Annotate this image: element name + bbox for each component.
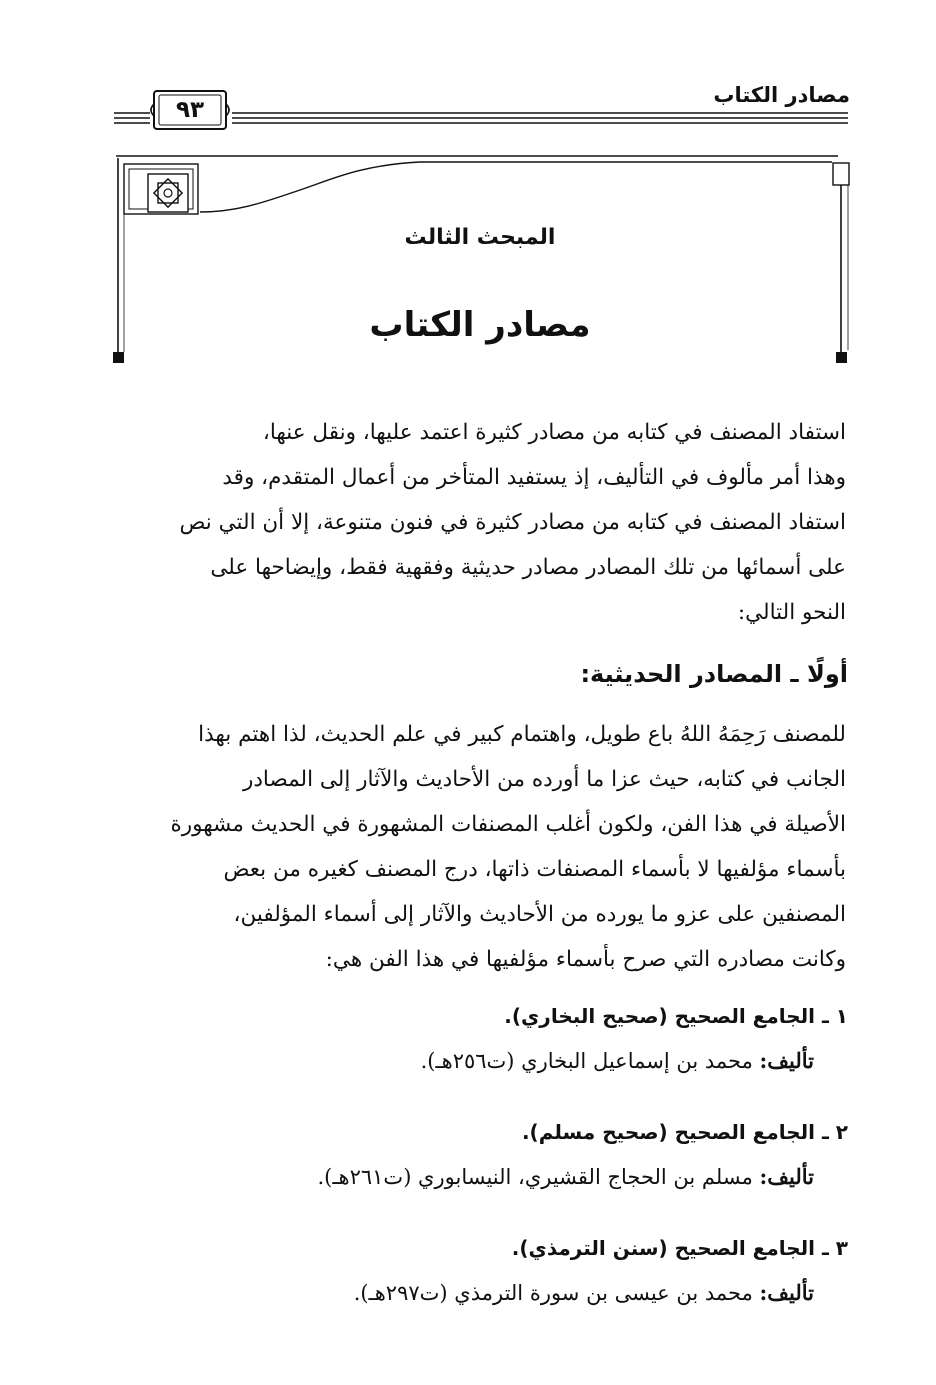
text-line: النحو التالي: bbox=[737, 600, 846, 625]
section-heading: أولًا ـ المصادر الحديثية: bbox=[580, 660, 848, 688]
intro-paragraph bbox=[114, 410, 846, 635]
text-line: وهذا أمر مألوف في التأليف، إذ يستفيد المتأخر من أعمال المتقدم، وقد bbox=[222, 465, 846, 490]
chapter-frame bbox=[0, 150, 936, 380]
header-ornament bbox=[0, 0, 936, 160]
author-label: تأليف: bbox=[759, 1048, 814, 1073]
text-line: للمصنف رَحِمَهُ اللهُ باع طويل، واهتمام كبير في علم الحديث، لذا اهتم بهذا bbox=[198, 722, 846, 747]
section-label: المبحث الثالث bbox=[404, 225, 556, 250]
text-line: وكانت مصادره التي صرح بأسماء مؤلفيها في هذا الفن هي: bbox=[325, 947, 846, 972]
source-author bbox=[154, 1164, 814, 1189]
author-name: مسلم بن الحجاج القشيري، النيسابوري (ت٢٦١هـ). bbox=[317, 1165, 753, 1189]
source-title: ٣ ـ الجامع الصحيح (سنن الترمذي). bbox=[511, 1236, 848, 1260]
text-line: الجانب في كتابه، حيث عزا ما أورده من الأحاديث والآثار إلى المصادر bbox=[242, 767, 846, 792]
text-line: استفاد المصنف في كتابه من مصادر كثيرة في فنون متنوعة، إلا أن التي نص bbox=[179, 510, 846, 535]
chapter-title: مصادر الكتاب bbox=[369, 305, 591, 345]
author-name: محمد بن عيسى بن سورة الترمذي (ت٢٩٧هـ). bbox=[353, 1281, 753, 1305]
text-line: استفاد المصنف في كتابه من مصادر كثيرة اعتمد عليها، ونقل عنها، bbox=[262, 420, 846, 445]
source-title: ٢ ـ الجامع الصحيح (صحيح مسلم). bbox=[521, 1120, 848, 1144]
text-line: على أسمائها من تلك المصادر مصادر حديثية وفقهية فقط، وإيضاحها على bbox=[210, 555, 846, 580]
text-line: بأسماء مؤلفيها لا بأسماء المصنفات ذاتها، درج المصنف كغيره من بعض bbox=[223, 857, 846, 882]
author-label: تأليف: bbox=[759, 1164, 814, 1189]
text-line: الأصيلة في هذا الفن، ولكون أغلب المصنفات المشهورة في الحديث مشهورة bbox=[170, 812, 846, 837]
page-number: ٩٣ bbox=[175, 97, 205, 123]
section-paragraph bbox=[114, 712, 846, 982]
source-author bbox=[154, 1048, 814, 1073]
author-name: محمد بن إسماعيل البخاري (ت٢٥٦هـ). bbox=[420, 1049, 753, 1073]
text-line: المصنفين على عزو ما يورده من الأحاديث والآثار إلى أسماء المؤلفين، bbox=[233, 902, 846, 927]
source-title: ١ ـ الجامع الصحيح (صحيح البخاري). bbox=[504, 1004, 848, 1028]
author-label: تأليف: bbox=[759, 1280, 814, 1305]
source-author bbox=[154, 1280, 814, 1305]
running-title: مصادر الكتاب bbox=[713, 83, 850, 107]
